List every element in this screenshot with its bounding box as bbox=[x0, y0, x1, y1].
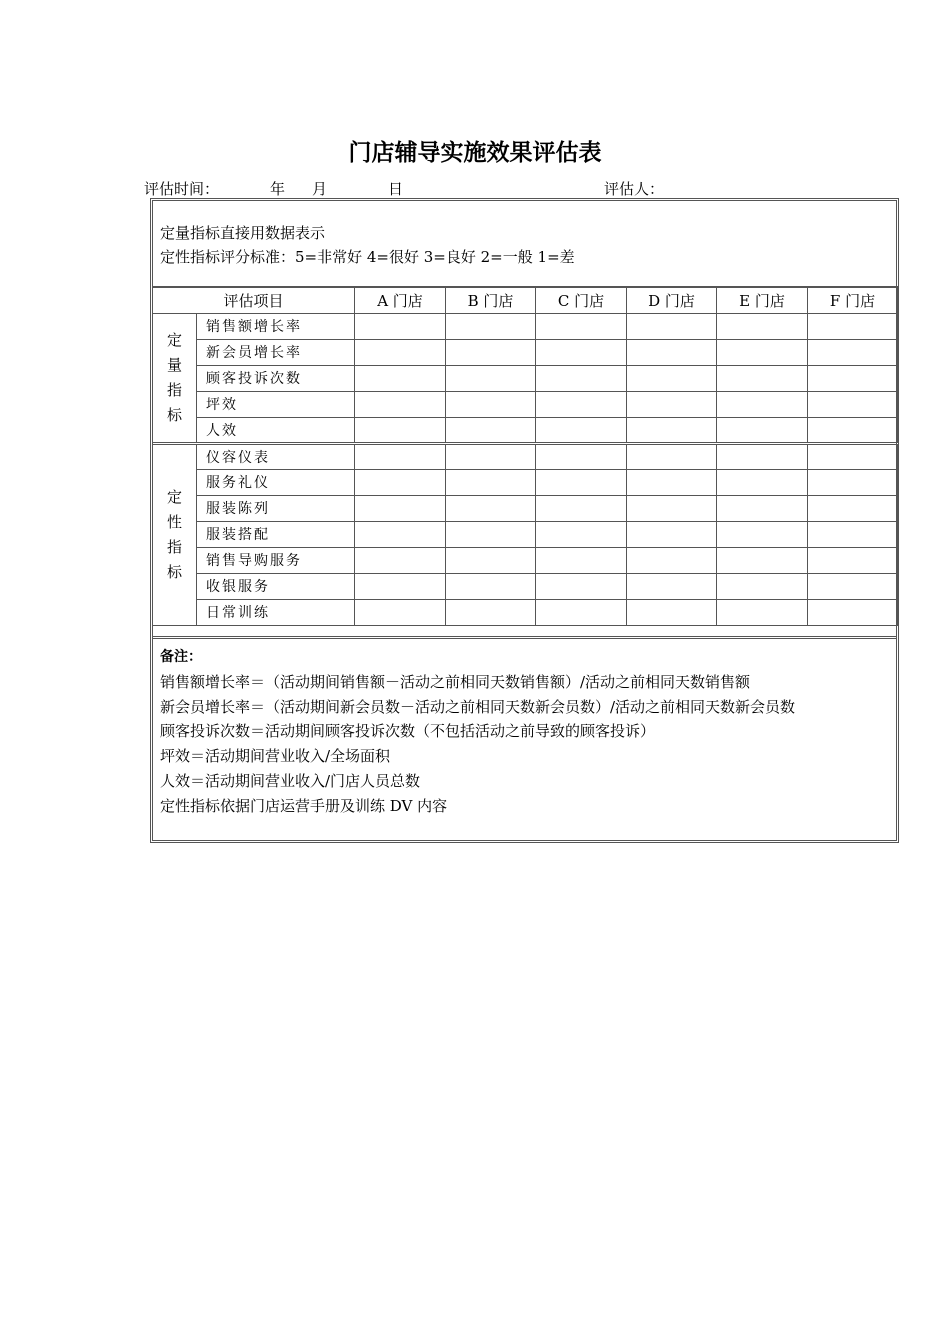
quantitative-group-label bbox=[153, 313, 197, 443]
date-label: 评估时间： bbox=[144, 180, 220, 198]
score-cell[interactable] bbox=[536, 443, 627, 469]
item-name: 坪效 bbox=[197, 391, 355, 417]
page-title: 门店辅导实施效果评估表 bbox=[348, 140, 602, 166]
score-cell[interactable] bbox=[808, 417, 898, 443]
item-name: 人效 bbox=[197, 417, 355, 443]
remark-line: 新会员增长率＝（活动期间新会员数－活动之前相同天数新会员数）/活动之前相同天数新会员数 bbox=[160, 697, 796, 716]
score-cell[interactable] bbox=[536, 339, 627, 365]
quantitative-label-char: 标 bbox=[166, 405, 182, 424]
table-row bbox=[153, 339, 898, 365]
instruction-line-1: 定量指标直接用数据表示 bbox=[160, 224, 326, 242]
remark-line: 人效＝活动期间营业收入/门店人员总数 bbox=[160, 771, 421, 790]
score-cell[interactable] bbox=[446, 547, 536, 573]
store-header: A 门店 bbox=[355, 287, 446, 313]
remark-line: 坪效＝活动期间营业收入/全场面积 bbox=[160, 747, 391, 766]
qualitative-label-char: 性 bbox=[166, 512, 182, 531]
store-header: E 门店 bbox=[717, 287, 808, 313]
score-cell[interactable] bbox=[355, 599, 446, 625]
table-row bbox=[153, 391, 898, 417]
score-cell[interactable] bbox=[627, 339, 717, 365]
instruction-line-2: 定性指标评分标准：5=非常好 4=很好 3=良好 2=一般 1=差 bbox=[160, 248, 575, 266]
table-row bbox=[153, 599, 898, 625]
score-cell[interactable] bbox=[536, 547, 627, 573]
score-cell[interactable] bbox=[355, 547, 446, 573]
score-cell[interactable] bbox=[717, 417, 808, 443]
score-cell[interactable] bbox=[717, 469, 808, 495]
score-cell[interactable] bbox=[627, 365, 717, 391]
score-cell[interactable] bbox=[446, 417, 536, 443]
score-cell[interactable] bbox=[627, 443, 717, 469]
score-cell[interactable] bbox=[355, 339, 446, 365]
score-cell[interactable] bbox=[627, 599, 717, 625]
score-cell[interactable] bbox=[627, 573, 717, 599]
score-cell[interactable] bbox=[808, 547, 898, 573]
score-cell[interactable] bbox=[355, 391, 446, 417]
item-name: 销售额增长率 bbox=[197, 313, 355, 339]
score-cell[interactable] bbox=[446, 495, 536, 521]
assessor-label: 评估人： bbox=[604, 180, 665, 198]
score-cell[interactable] bbox=[717, 365, 808, 391]
score-cell[interactable] bbox=[627, 417, 717, 443]
score-cell[interactable] bbox=[536, 573, 627, 599]
score-cell[interactable] bbox=[808, 339, 898, 365]
remark-line: 定性指标依据门店运营手册及训练 DV 内容 bbox=[160, 796, 448, 815]
remarks-title: 备注： bbox=[160, 649, 202, 665]
score-cell[interactable] bbox=[808, 469, 898, 495]
remarks-section bbox=[160, 645, 795, 819]
score-cell[interactable] bbox=[808, 521, 898, 547]
table-row bbox=[153, 547, 898, 573]
remarks-divider bbox=[152, 636, 897, 639]
store-header: C 门店 bbox=[536, 287, 627, 313]
score-cell[interactable] bbox=[717, 495, 808, 521]
score-cell[interactable] bbox=[446, 469, 536, 495]
item-name: 新会员增长率 bbox=[197, 339, 355, 365]
year-label: 年 bbox=[270, 180, 286, 198]
score-cell[interactable] bbox=[627, 547, 717, 573]
quantitative-label-char: 指 bbox=[166, 380, 182, 399]
score-cell[interactable] bbox=[355, 495, 446, 521]
score-cell[interactable] bbox=[717, 521, 808, 547]
score-cell[interactable] bbox=[446, 573, 536, 599]
score-cell[interactable] bbox=[536, 417, 627, 443]
item-name: 仪容仪表 bbox=[197, 443, 355, 469]
score-cell[interactable] bbox=[355, 313, 446, 339]
score-cell[interactable] bbox=[446, 521, 536, 547]
remark-line: 销售额增长率＝（活动期间销售额－活动之前相同天数销售额）/活动之前相同天数销售额 bbox=[160, 672, 751, 691]
item-header: 评估项目 bbox=[153, 287, 355, 313]
item-name: 服务礼仪 bbox=[197, 469, 355, 495]
day-label: 日 bbox=[388, 180, 404, 198]
score-cell[interactable] bbox=[717, 573, 808, 599]
table-row bbox=[153, 313, 898, 339]
score-cell[interactable] bbox=[536, 495, 627, 521]
score-cell[interactable] bbox=[717, 339, 808, 365]
score-cell[interactable] bbox=[808, 573, 898, 599]
remarks-lines bbox=[160, 670, 795, 819]
score-cell[interactable] bbox=[446, 443, 536, 469]
item-name: 服装陈列 bbox=[197, 495, 355, 521]
score-cell[interactable] bbox=[446, 339, 536, 365]
table-row bbox=[153, 417, 898, 443]
item-name: 收银服务 bbox=[197, 573, 355, 599]
score-cell[interactable] bbox=[717, 547, 808, 573]
table-row bbox=[153, 495, 898, 521]
score-cell[interactable] bbox=[536, 521, 627, 547]
item-name: 日常训练 bbox=[197, 599, 355, 625]
score-cell[interactable] bbox=[446, 391, 536, 417]
evaluation-table bbox=[152, 286, 898, 626]
score-cell[interactable] bbox=[355, 365, 446, 391]
score-cell[interactable] bbox=[536, 469, 627, 495]
store-header: D 门店 bbox=[627, 287, 717, 313]
score-cell[interactable] bbox=[536, 391, 627, 417]
score-cell[interactable] bbox=[355, 469, 446, 495]
month-label: 月 bbox=[312, 180, 328, 198]
score-cell[interactable] bbox=[717, 599, 808, 625]
score-cell[interactable] bbox=[717, 443, 808, 469]
score-cell[interactable] bbox=[808, 495, 898, 521]
remark-line: 顾客投诉次数＝活动期间顾客投诉次数（不包括活动之前导致的顾客投诉） bbox=[160, 722, 656, 741]
score-cell[interactable] bbox=[808, 443, 898, 469]
store-header: F 门店 bbox=[808, 287, 898, 313]
score-cell[interactable] bbox=[536, 599, 627, 625]
score-cell[interactable] bbox=[355, 573, 446, 599]
qualitative-label-char: 定 bbox=[166, 487, 182, 506]
table-row bbox=[153, 521, 898, 547]
table-row bbox=[153, 365, 898, 391]
score-cell[interactable] bbox=[355, 443, 446, 469]
qualitative-group-label bbox=[153, 443, 197, 625]
qualitative-label-char: 指 bbox=[166, 537, 182, 556]
evaluation-table-body bbox=[153, 287, 898, 625]
score-cell[interactable] bbox=[627, 521, 717, 547]
score-cell[interactable] bbox=[717, 313, 808, 339]
table-header-row bbox=[153, 287, 898, 313]
score-cell[interactable] bbox=[355, 521, 446, 547]
score-cell[interactable] bbox=[446, 365, 536, 391]
score-cell[interactable] bbox=[808, 313, 898, 339]
score-cell[interactable] bbox=[536, 313, 627, 339]
score-cell[interactable] bbox=[536, 365, 627, 391]
item-name: 顾客投诉次数 bbox=[197, 365, 355, 391]
score-cell[interactable] bbox=[808, 391, 898, 417]
store-header: B 门店 bbox=[446, 287, 536, 313]
score-cell[interactable] bbox=[446, 313, 536, 339]
score-cell[interactable] bbox=[446, 599, 536, 625]
qualitative-label-char: 标 bbox=[166, 562, 182, 581]
score-cell[interactable] bbox=[627, 469, 717, 495]
score-cell[interactable] bbox=[717, 391, 808, 417]
score-cell[interactable] bbox=[808, 599, 898, 625]
item-name: 服装搭配 bbox=[197, 521, 355, 547]
table-row bbox=[153, 573, 898, 599]
quantitative-label-char: 量 bbox=[166, 355, 182, 374]
table-row bbox=[153, 443, 898, 469]
score-cell[interactable] bbox=[355, 417, 446, 443]
score-cell[interactable] bbox=[627, 313, 717, 339]
item-name: 销售导购服务 bbox=[197, 547, 355, 573]
score-cell[interactable] bbox=[808, 365, 898, 391]
quantitative-label-char: 定 bbox=[166, 330, 182, 349]
table-row bbox=[153, 469, 898, 495]
score-cell[interactable] bbox=[627, 391, 717, 417]
score-cell[interactable] bbox=[627, 495, 717, 521]
